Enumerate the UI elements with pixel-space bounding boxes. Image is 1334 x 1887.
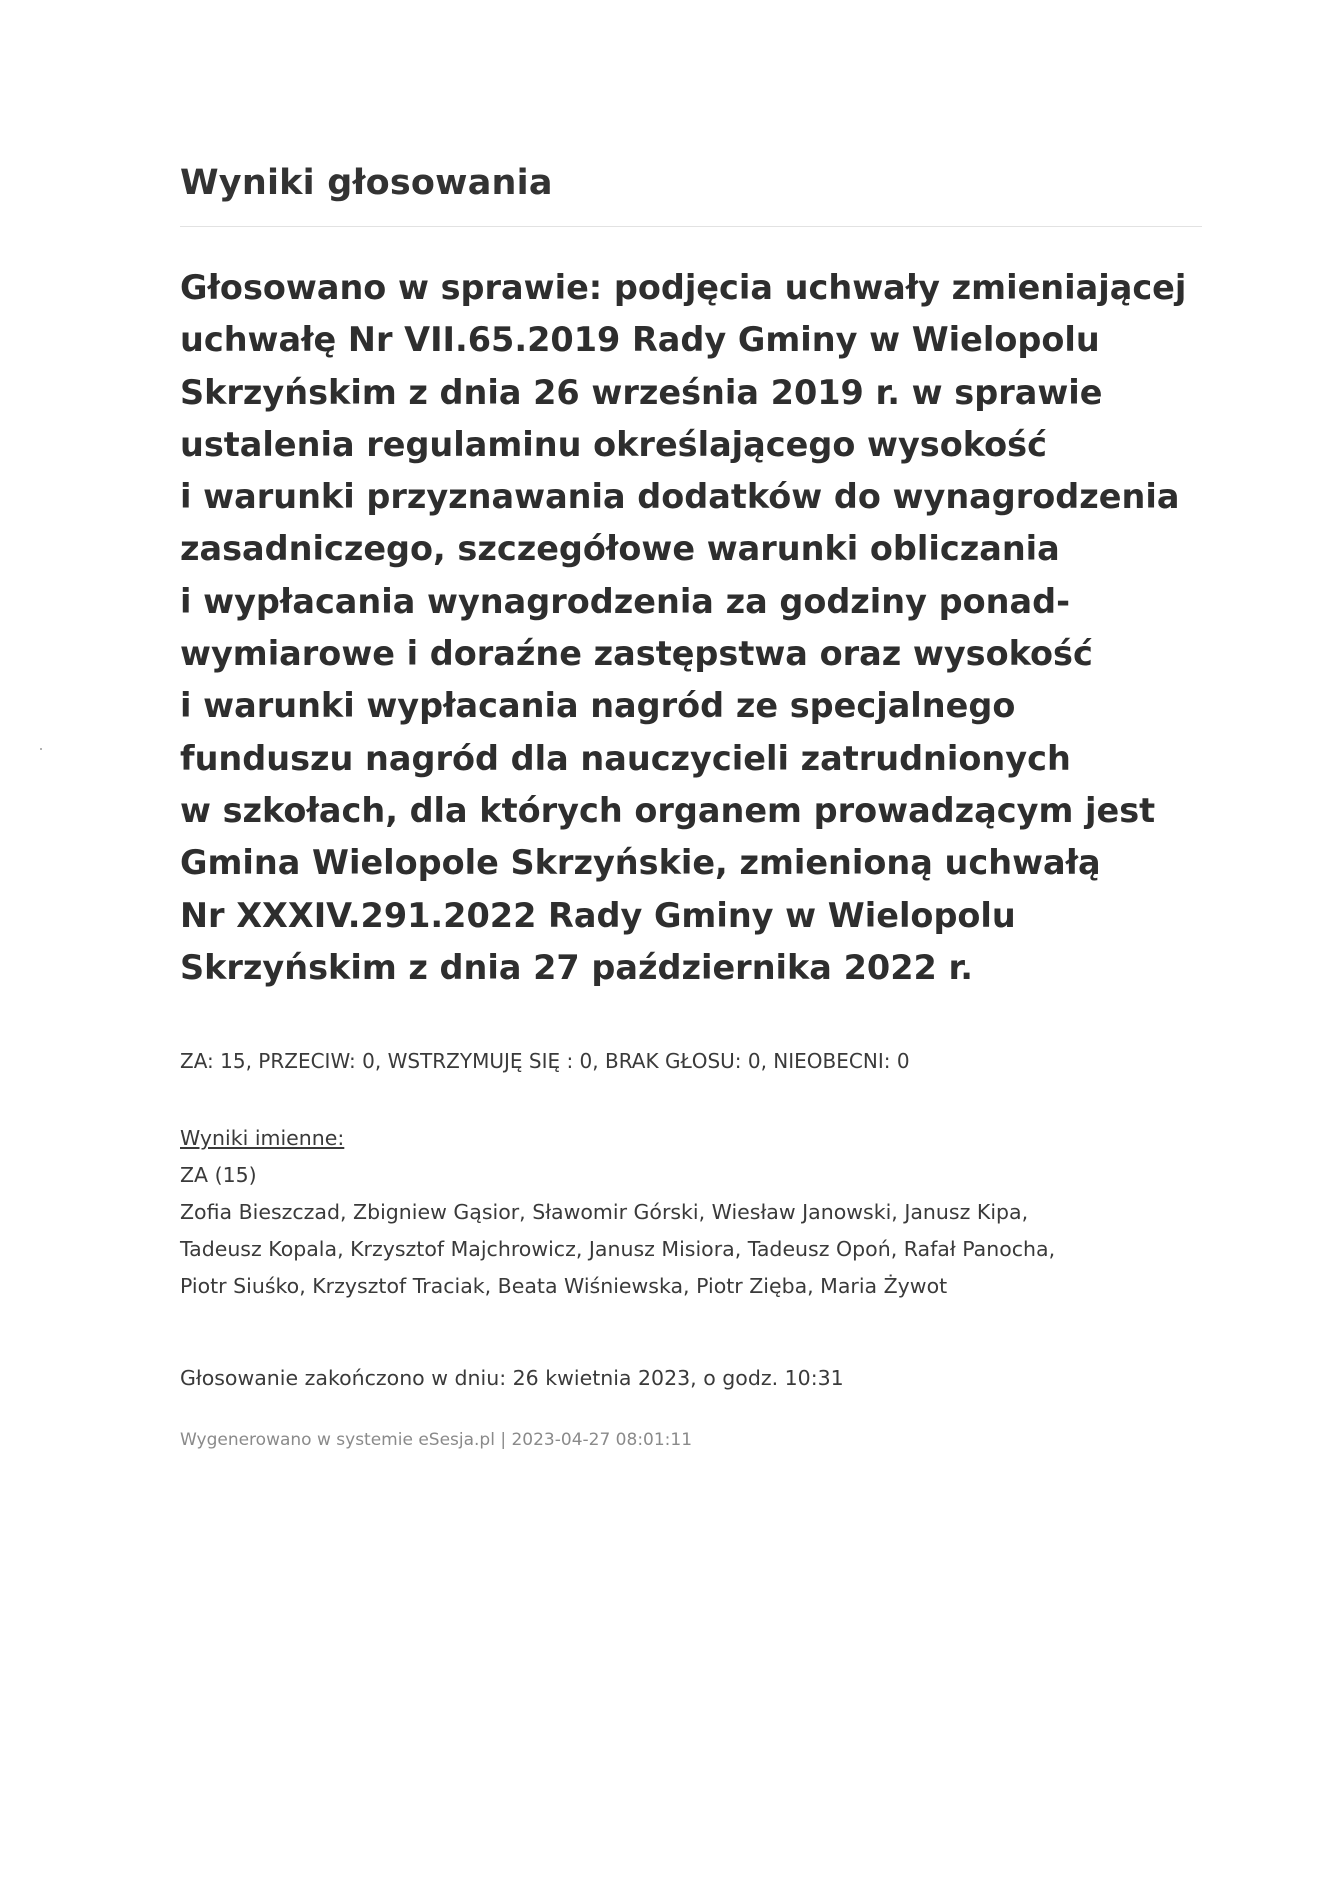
vote-subject-line: i warunki wypłacania nagród ze specjalnego [180,686,1016,726]
vote-subject [180,262,1220,994]
generated-footer: Wygenerowano w systemie eSesja.pl | 2023-04-27 08:01:11 [180,1430,693,1450]
vote-subject-line: ustalenia regulaminu określającego wysokość [180,424,1047,464]
scan-speck [40,748,42,750]
voter-names-line: Piotr Siuśko, Krzysztof Traciak, Beata Wiśniewska, Piotr Zięba, Maria Żywot [180,1274,948,1298]
vote-subject-line: Gmina Wielopole Skrzyńskie, zmienioną uchwałą [180,843,1101,883]
named-results-group: ZA (15) [180,1163,257,1187]
vote-subject-line: Głosowano w sprawie: podjęcia uchwały zmieniającej [180,268,1187,307]
vote-subject-line: Skrzyńskim z dnia 26 września 2019 r. w sprawie [180,372,1103,412]
vote-subject-line: w szkołach, dla których organem prowadzącym jest [180,790,1156,830]
vote-totals: ZA: 15, PRZECIW: 0, WSTRZYMUJĘ SIĘ : 0, BRAK GŁOSU: 0, NIEOBECNI: 0 [180,1049,910,1073]
voter-names-line: Zofia Bieszczad, Zbigniew Gąsior, Sławomir Górski, Wiesław Janowski, Janusz Kipa, [180,1200,1029,1224]
vote-subject-line: i warunki przyznawania dodatków do wynagrodzenia [180,477,1180,517]
vote-subject-line: uchwałę Nr VII.65.2019 Rady Gminy w Wielopolu [180,320,1100,360]
named-results-label: Wyniki imienne: [180,1126,345,1150]
vote-ended-info: Głosowanie zakończono w dniu: 26 kwietnia 2023, o godz. 10:31 [180,1366,844,1390]
vote-subject-line: funduszu nagród dla nauczycieli zatrudnionych [180,738,1071,778]
vote-subject-line: i wypłacania wynagrodzenia za godziny ponad- [180,581,1070,621]
voter-names [180,1194,1220,1305]
vote-subject-line: Nr XXXIV.291.2022 Rady Gminy w Wielopolu [180,895,1016,935]
vote-subject-line: zasadniczego, szczegółowe warunki obliczania [180,529,1060,569]
named-results [180,1120,1220,1305]
vote-subject-line: wymiarowe i doraźne zastępstwa oraz wysokość [180,634,1093,674]
voter-names-line: Tadeusz Kopala, Krzysztof Majchrowicz, Janusz Misiora, Tadeusz Opoń, Rafał Panocha, [180,1237,1056,1261]
heading-divider [180,226,1202,227]
vote-subject-line: Skrzyńskim z dnia 27 października 2022 r. [180,947,973,987]
document-heading: Wyniki głosowania [180,163,553,203]
